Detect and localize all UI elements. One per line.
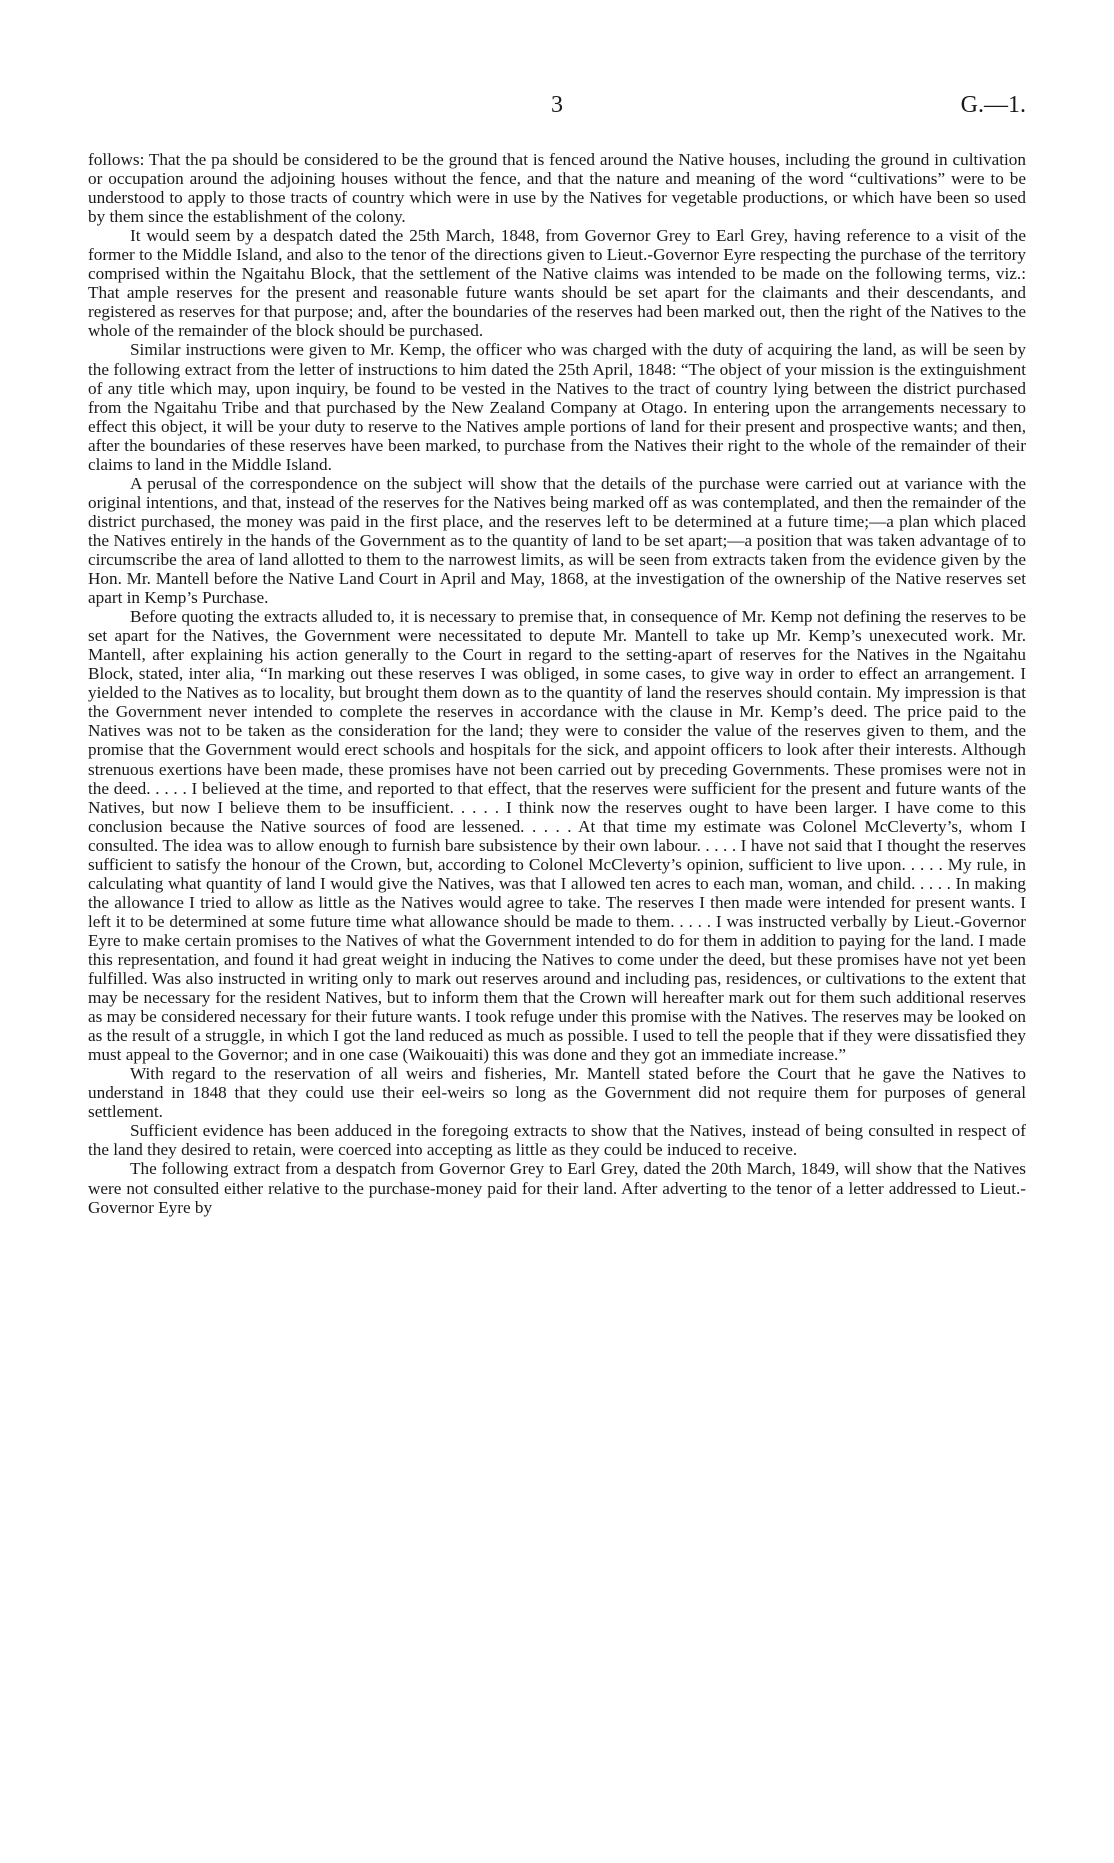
paragraph: With regard to the reservation of all weirs and fisheries, Mr. Mantell stated before the Court that he gave the Natives to understand in 1848 that they could use their eel-weirs so long as the Government did not require them for purposes of general settlement.	[88, 1064, 1026, 1122]
paragraph: Similar instructions were given to Mr. Kemp, the officer who was charged with the duty of acquiring the land, as will be seen by the following extract from the letter of instructions to him dated the 25th April, 1848: “The object of your mission is the extinguishment of any title which may, upon inquiry, be found to be vested in the Natives to the tract of country lying between the district purchased from the Ngaitahu Tribe and that purchased by the New Zealand Company at Otago. In entering upon the arrangements necessary to effect this object, it will be your duty to reserve to the Natives ample portions of land for their present and prospective wants; and then, after the boundaries of these reserves have been marked, to purchase from the Natives their right to the whole of the remainder of their claims to land in the Middle Island.	[88, 340, 1026, 474]
body-text	[88, 150, 1026, 1217]
paragraph: It would seem by a despatch dated the 25th March, 1848, from Governor Grey to Earl Grey, having reference to a visit of the former to the Middle Island, and also to the tenor of the directions given to Lieut.-Governor Eyre respecting the purchase of the territory comprised within the Ngaitahu Block, that the settlement of the Native claims was intended to be made on the following terms, viz.: That ample reserves for the present and reasonable future wants should be set apart for the claimants and their descendants, and registered as reserves for that purpose; and, after the boundaries of the reserves had been marked out, then the right of the Natives to the whole of the remainder of the block should be purchased.	[88, 226, 1026, 341]
document-code: G.—1.	[960, 92, 1026, 118]
paragraph: Before quoting the extracts alluded to, it is necessary to premise that, in consequence of Mr. Kemp not defining the reserves to be set apart for the Natives, the Government were necessitated to depute Mr. Mantell to take up Mr. Kemp’s unexecuted work. Mr. Mantell, after explaining his action generally to the Court in regard to the setting-apart of reserves for the Natives in the Ngaitahu Block, stated, inter alia, “In marking out these reserves I was obliged, in some cases, to give way in order to effect an arrangement. I yielded to the Natives as to locality, but brought them down as to the quantity of land the reserves should contain. My impression is that the Government never intended to complete the reserves in accordance with the clause in Mr. Kemp’s deed. The price paid to the Natives was not to be taken as the consideration for the land; they were to consider the value of the reserves given to them, and the promise that the Government would erect schools and hospitals for the sick, and appoint officers to look after their interests. Although strenuous exertions have been made, these promises have not been carried out by preceding Governments. These promises were not in the deed. . . . . I believed at the time, and reported to that effect, that the reserves were sufficient for the present and future wants of the Natives, but now I believe them to be insufficient. . . . . I think now the reserves ought to have been larger. I have come to this conclusion because the Native sources of food are lessened. . . . . At that time my estimate was Colonel McCleverty’s, whom I consulted. The idea was to allow enough to furnish bare subsistence by their own labour. . . . . I have not said that I thought the reserves sufficient to satisfy the honour of the Crown, but, according to Colonel McCleverty’s opinion, sufficient to live upon. . . . . My rule, in calculating what quantity of land I would give the Natives, was that I allowed ten acres to each man, woman, and child. . . . . In making the allowance I tried to allow as little as the Natives would agree to take. The reserves I then made were intended for present wants. I left it to be determined at some future time what allowance should be made to them. . . . . I was instructed verbally by Lieut.-Governor Eyre to make certain promises to the Natives of what the Government intended to do for them in addition to paying for the land. I made this representation, and found it had great weight in inducing the Natives to come under the deed, but these promises have not yet been fulfilled. Was also instructed in writing only to mark out reserves around and including pas, residences, or cultivations to the extent that may be necessary for the resident Natives, but to inform them that the Crown will hereafter mark out for them such additional reserves as may be considered necessary for their future wants. I took refuge under this promise with the Natives. The reserves may be looked on as the result of a struggle, in which I got the land reduced as much as possible. I used to tell the people that if they were dissatisfied they must appeal to the Governor; and in one case (Waikouaiti) this was done and they got an immediate increase.”	[88, 607, 1026, 1065]
page-header	[88, 92, 1026, 126]
page-number: 3	[551, 92, 563, 118]
paragraph: The following extract from a despatch from Governor Grey to Earl Grey, dated the 20th March, 1849, will show that the Natives were not consulted either relative to the purchase-money paid for their land. After adverting to the tenor of a letter addressed to Lieut.-Governor Eyre by	[88, 1159, 1026, 1217]
paragraph: follows: That the pa should be considered to be the ground that is fenced around the Native houses, including the ground in cultivation or occupation around the adjoining houses without the fence, and that the nature and meaning of the word “cultivations” were to be understood to apply to those tracts of country which were in use by the Natives for vegetable productions, or which have been so used by them since the establishment of the colony.	[88, 150, 1026, 227]
paragraph: A perusal of the correspondence on the subject will show that the details of the purchase were carried out at variance with the original intentions, and that, instead of the reserves for the Natives being marked off as was contemplated, and then the remainder of the district purchased, the money was paid in the first place, and the reserves left to be determined at a future time;—a plan which placed the Natives entirely in the hands of the Government as to the quantity of land to be set apart;—a position that was taken advantage of to circumscribe the area of land allotted to them to the narrowest limits, as will be seen from extracts taken from the evidence given by the Hon. Mr. Mantell before the Native Land Court in April and May, 1868, at the investigation of the ownership of the Native reserves set apart in Kemp’s Purchase.	[88, 473, 1026, 608]
paragraph: Sufficient evidence has been adduced in the foregoing extracts to show that the Natives, instead of being consulted in respect of the land they desired to retain, were coerced into accepting as little as they could be induced to receive.	[88, 1121, 1026, 1160]
